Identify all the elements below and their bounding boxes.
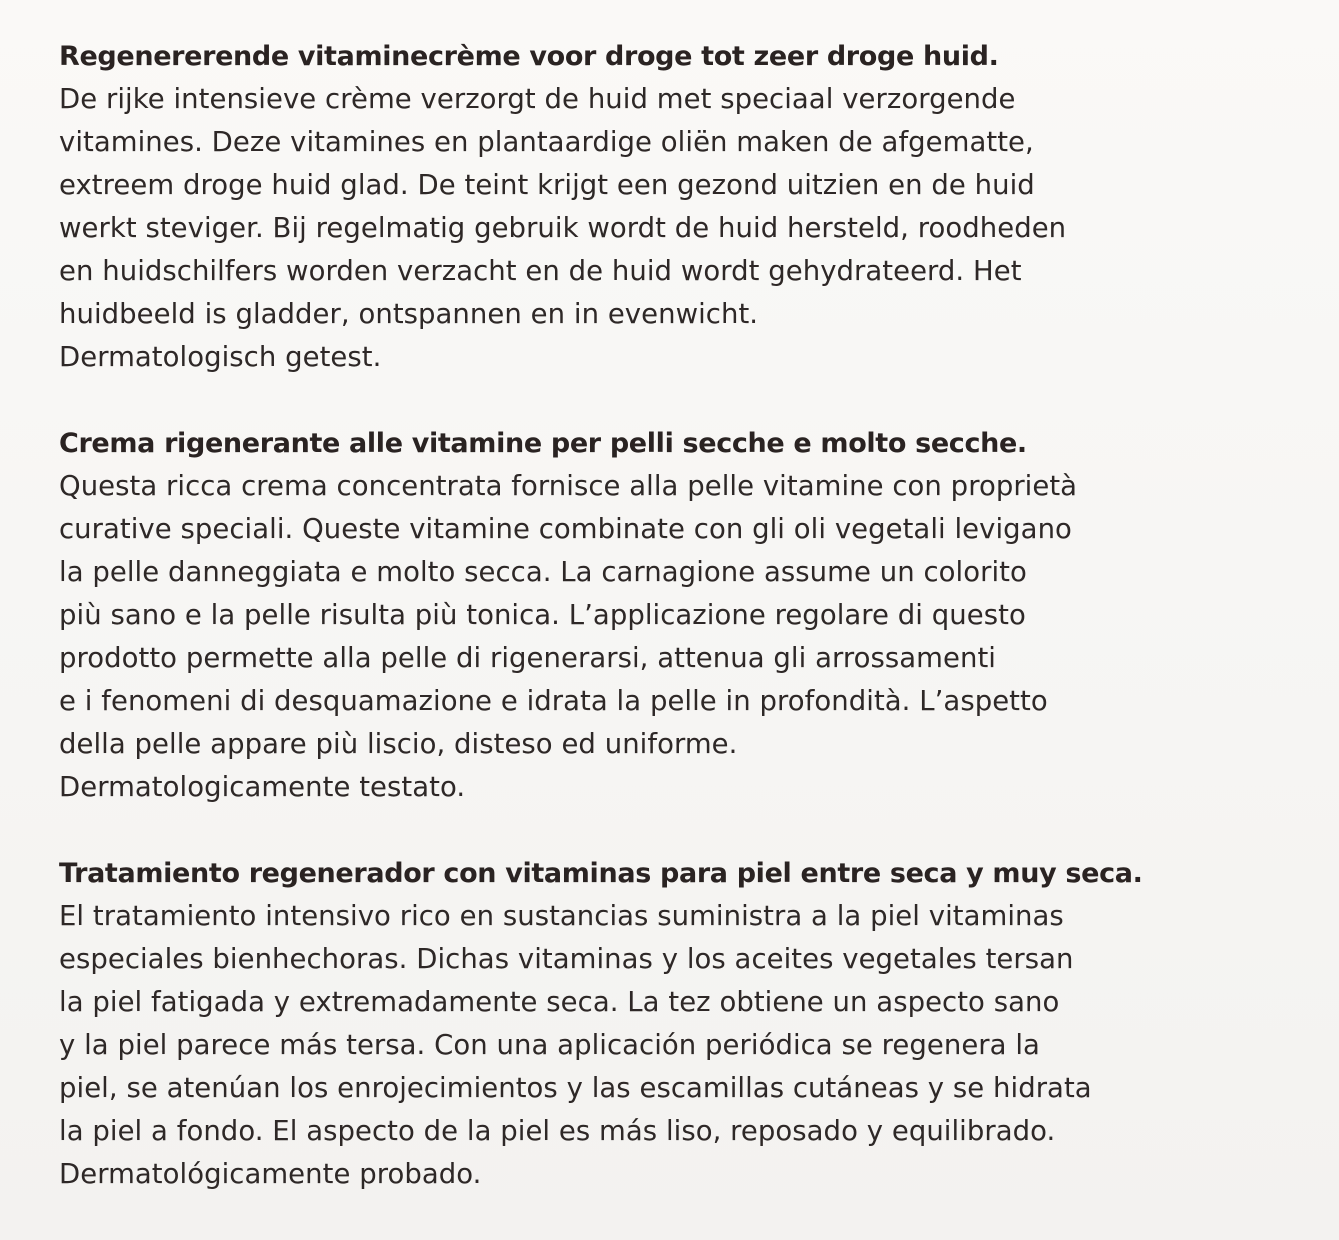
spanish-line: Dermatológicamente probado. (59, 1158, 482, 1190)
italian-line: curative speciali. Queste vitamine combinate con gli oli vegetali levigano (59, 513, 1072, 545)
dutch-line: De rijke intensieve crème verzorgt de huid met speciaal verzorgende (59, 83, 1016, 115)
dutch-heading: Regenererende vitaminecrème voor droge tot zeer droge huid. (59, 41, 999, 72)
spanish-section (59, 852, 1299, 1196)
dutch-line: Dermatologisch getest. (59, 341, 382, 373)
spanish-line: especiales bienhechoras. Dichas vitaminas y los aceites vegetales tersan (59, 943, 1074, 975)
italian-line: Questa ricca crema concentrata fornisce alla pelle vitamine con proprietà (59, 470, 1078, 502)
spanish-line: El tratamiento intensivo rico en sustancias suministra a la piel vitaminas (59, 900, 1064, 932)
italian-heading: Crema rigenerante alle vitamine per pelli secche e molto secche. (59, 428, 1027, 459)
spanish-line: la piel fatigada y extremadamente seca. La tez obtiene un aspecto sano (59, 986, 1060, 1018)
dutch-line: extreem droge huid glad. De teint krijgt een gezond uitzien en de huid (59, 169, 1035, 201)
italian-line: Dermatologicamente testato. (59, 771, 466, 803)
dutch-line: vitamines. Deze vitamines en plantaardige oliën maken de afgematte, (59, 126, 1034, 158)
dutch-line: huidbeeld is gladder, ontspannen en in evenwicht. (59, 298, 759, 330)
italian-line: più sano e la pelle risulta più tonica. L’applicazione regolare di questo (59, 599, 1026, 631)
italian-line: e i fenomeni di desquamazione e idrata la pelle in profondità. L’aspetto (59, 685, 1048, 717)
spanish-line: piel, se atenúan los enrojecimientos y las escamillas cutáneas y se hidrata (59, 1072, 1092, 1104)
dutch-section (59, 35, 1299, 379)
italian-line: prodotto permette alla pelle di rigenerarsi, attenua gli arrossamenti (59, 642, 996, 674)
italian-line: della pelle appare più liscio, disteso ed uniforme. (59, 728, 738, 760)
italian-section (59, 422, 1299, 809)
spanish-heading: Tratamiento regenerador con vitaminas para piel entre seca y muy seca. (59, 858, 1143, 889)
dutch-line: werkt steviger. Bij regelmatig gebruik wordt de huid hersteld, roodheden (59, 212, 1067, 244)
dutch-line: en huidschilfers worden verzacht en de huid wordt gehydrateerd. Het (59, 255, 1022, 287)
italian-line: la pelle danneggiata e molto secca. La carnagione assume un colorito (59, 556, 1027, 588)
spanish-line: y la piel parece más tersa. Con una aplicación periódica se regenera la (59, 1029, 1040, 1061)
spanish-line: la piel a fondo. El aspecto de la piel es más liso, reposado y equilibrado. (59, 1115, 1056, 1147)
